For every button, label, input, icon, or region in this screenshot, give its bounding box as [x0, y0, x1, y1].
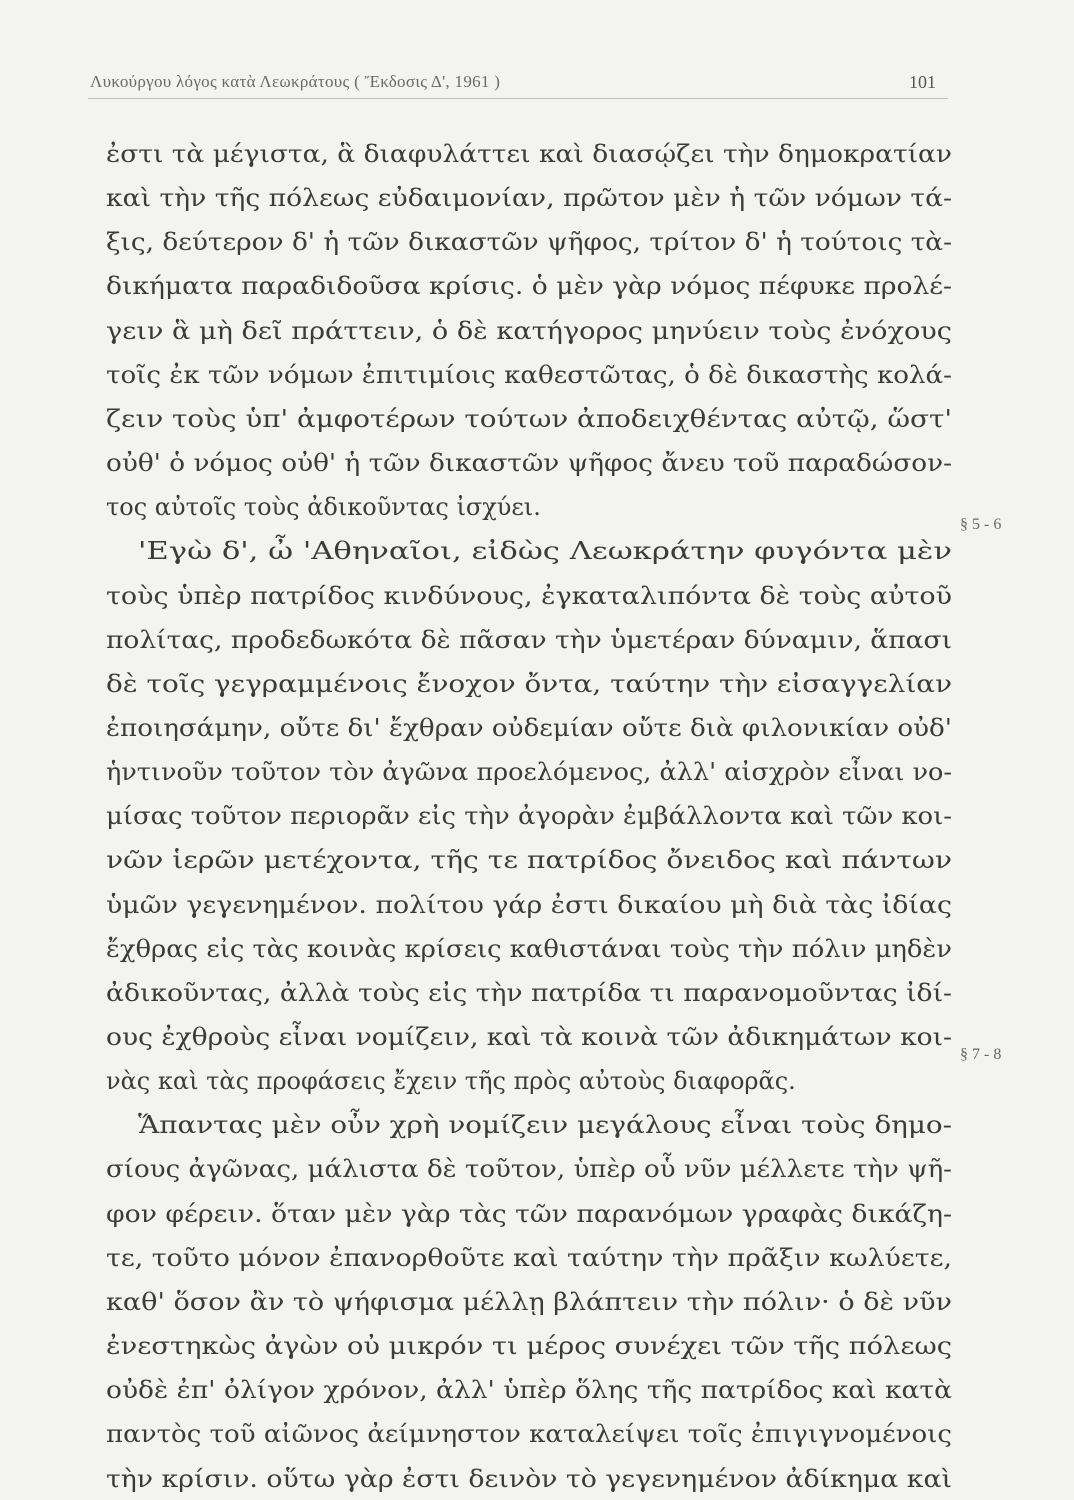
text-line: ζειν τοὺς ὑπ' ἀμφοτέρων τούτων ἀποδειχθέντας αὐτῷ, ὥστ' — [106, 404, 952, 433]
text-line: δὲ τοῖς γεγραμμένοις ἔνοχον ὄντα, ταύτην τὴν εἰσαγγελίαν — [106, 669, 952, 698]
text-line: Ἅπαντας μὲν οὖν χρὴ νομίζειν μεγάλους εἶναι τοὺς δημο- — [138, 1111, 952, 1140]
text-line: ἀδικοῦντας, ἀλλὰ τοὺς εἰς τὴν πατρίδα τι παρανομοῦντας ἰδί- — [106, 978, 953, 1007]
text-line: οὐθ' ὁ νόμος οὐθ' ἡ τῶν δικαστῶν ψῆφος ἄνευ τοῦ παραδώσον- — [106, 449, 952, 478]
text-line: νὰς καὶ τὰς προφάσεις ἔχειν τῆς πρὸς αὐτοὺς διαφορᾶς. — [106, 1067, 796, 1096]
text-line: οὐδὲ ἐπ' ὀλίγον χρόνον, ἀλλ' ὑπὲρ ὅλης τῆς πατρίδος καὶ κατὰ — [106, 1376, 952, 1405]
text-line: ἐστι τὰ μέγιστα, ἃ διαφυλάττει καὶ διασῴζει τὴν δημοκρατίαν — [106, 140, 952, 168]
text-line: ἔχθρας εἰς τὰς κοινὰς κρίσεις καθιστάναι τοὺς τὴν πόλιν μηδὲν — [106, 934, 952, 963]
text-line: ἡντινοῦν τοῦτον τὸν ἀγῶνα προελόμενος, ἀλλ' αἰσχρὸν εἶναι νο- — [106, 758, 952, 787]
text-line: τοῖς ἐκ τῶν νόμων ἐπιτιμίοις καθεστῶτας, ὁ δὲ δικαστὴς κολά- — [106, 360, 952, 389]
text-line: φον φέρειν. ὅταν μὲν γὰρ τὰς τῶν παρανόμων γραφὰς δικάζη- — [106, 1199, 952, 1228]
text-line: ὑμῶν γεγενημένον. πολίτου γάρ ἐστι δικαίου μὴ διὰ τὰς ἰδίας — [106, 890, 952, 919]
text-line: τε, τοῦτο μόνον ἐπανορθοῦτε καὶ ταύτην τὴν πρᾶξιν κωλύετε, — [106, 1243, 952, 1272]
header-title: Λυκούργου λόγος κατὰ Λεωκράτους ( Ἔκδοσις Δ', 1961 ) — [90, 72, 501, 91]
text-line: τοὺς ὑπὲρ πατρίδος κινδύνους, ἐγκαταλιπόντα δὲ τοὺς αὐτοῦ — [106, 581, 952, 610]
text-line: νῶν ἱερῶν μετέχοντα, τῆς τε πατρίδος ὄνειδος καὶ πάντων — [106, 846, 952, 875]
text-line: σίους ἀγῶνας, μάλιστα δὲ τοῦτον, ὑπὲρ οὗ νῦν μέλλετε τὴν ψῆ- — [106, 1155, 952, 1184]
text-line: τος αὐτοῖς τοὺς ἀδικοῦντας ἰσχύει. — [106, 493, 541, 522]
text-line: γειν ἃ μὴ δεῖ πράττειν, ὁ δὲ κατήγορος μηνύειν τοὺς ἐνόχους — [106, 316, 952, 345]
text-line: πολίτας, προδεδωκότα δὲ πᾶσαν τὴν ὑμετέραν δύναμιν, ἅπασι — [106, 625, 952, 654]
margin-note-section-5-6: § 5 - 6 — [960, 516, 1002, 533]
text-line: καὶ τὴν τῆς πόλεως εὐδαιμονίαν, πρῶτον μὲν ἡ τῶν νόμων τά- — [106, 184, 953, 213]
text-line: ους ἐχθροὺς εἶναι νομίζειν, καὶ τὰ κοινὰ τῶν ἀδικημάτων κοι- — [106, 1023, 953, 1051]
text-line: καθ' ὅσον ἂν τὸ ψήφισμα μέλλῃ βλάπτειν τὴν πόλιν· ὁ δὲ νῦν — [106, 1287, 952, 1316]
text-line: ἐνεστηκὼς ἀγὼν οὐ μικρόν τι μέρος συνέχει τῶν τῆς πόλεως — [106, 1332, 952, 1361]
page-number: 101 — [909, 72, 936, 92]
text-line: ξις, δεύτερον δ' ἡ τῶν δικαστῶν ψῆφος, τρίτον δ' ἡ τούτοις τὰ- — [106, 228, 952, 257]
running-header — [88, 68, 948, 99]
text-line: τὴν κρίσιν. οὕτω γὰρ ἐστι δεινὸν τὸ γεγενημένον ἀδίκημα καὶ — [106, 1464, 952, 1493]
text-line: παντὸς τοῦ αἰῶνος ἀείμνηστον καταλείψει τοῖς ἐπιγιγνομένοις — [106, 1420, 953, 1449]
margin-note-section-7-8: § 7 - 8 — [960, 1046, 1002, 1063]
text-line: ἐποιησάμην, οὔτε δι' ἔχθραν οὐδεμίαν οὔτε διὰ φιλονικίαν οὐδ' — [106, 713, 952, 742]
text-line: μίσας τοῦτον περιορᾶν εἰς τὴν ἀγορὰν ἐμβάλλοντα καὶ τῶν κοι- — [106, 802, 952, 831]
text-line: 'Εγὼ δ', ὦ 'Αθηναῖοι, εἰδὼς Λεωκράτην φυγόντα μὲν — [138, 537, 952, 566]
text-line: δικήματα παραδιδοῦσα κρίσις. ὁ μὲν γὰρ νόμος πέφυκε προλέ- — [106, 272, 953, 301]
